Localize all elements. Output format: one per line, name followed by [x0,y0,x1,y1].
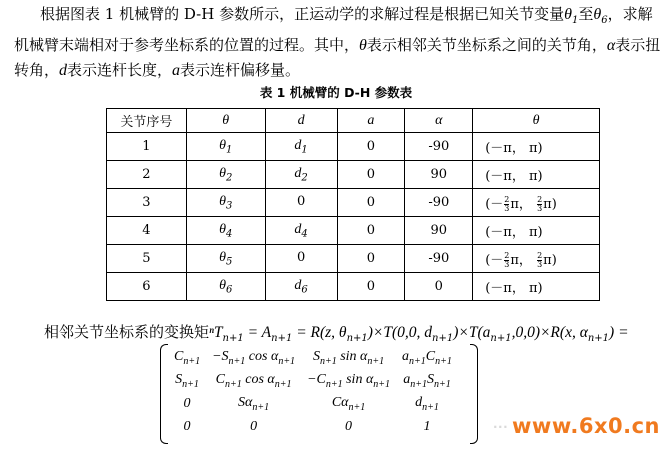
range-middle: π， [510,196,537,212]
table-row [107,217,600,245]
d-cell [265,273,337,301]
table-row [107,161,600,189]
matrix-cell: 0 [345,418,353,434]
formula-lead-text: 相邻关节坐标系的变换矩 [44,323,210,341]
d-cell [265,189,337,217]
matrix-body [168,346,458,438]
theta-sub: 6 [226,284,233,296]
alpha-cell: 90 [405,217,473,245]
range-cell: (－π， π) [473,217,600,245]
theta-sub: 4 [226,228,233,240]
fraction-denominator: 3 [504,203,510,213]
theta-var: θ [219,193,226,209]
transform-formula [44,321,629,344]
range-cell [473,189,600,217]
joint-index: 5 [107,245,187,273]
a-cell: 0 [337,189,405,217]
alpha-symbol: α [606,37,616,54]
alpha-cell: -90 [405,245,473,273]
theta-cell [186,161,265,189]
table-row [107,133,600,161]
alpha-cell: 90 [405,161,473,189]
formula-sub: n+1 [222,333,244,344]
alpha-cell: -90 [405,133,473,161]
formula-sub: n+1 [587,333,610,344]
d-sub: 4 [301,228,308,240]
header-alpha: α [405,109,473,133]
fraction-numerator: 2 [504,250,510,260]
formula-sub: n+1 [271,333,293,344]
d-cell [265,133,337,161]
formula-part: )×T(0,0, d [367,324,433,341]
fraction-numerator: 2 [537,194,543,204]
formula-part: ,0,0)×R(x, α [511,324,588,341]
formula-sub: n+1 [346,333,368,344]
formula-sub: n+1 [490,333,512,344]
intro-text-4: 表示扭转角， [14,36,661,79]
d-sub: 1 [301,144,308,156]
theta-cell [186,189,265,217]
matrix-row [168,415,458,438]
joint-index: 1 [107,133,187,161]
matrix-cell: $S_{n+1}$ $\sin \alpha_{n+1}$ [312,348,385,367]
formula-part: ) = [609,324,629,341]
range-open: (－ [485,252,504,268]
theta-var: θ [219,165,226,181]
range-cell: (－π， π) [473,133,600,161]
theta-cell [186,273,265,301]
a-cell: 0 [337,217,405,245]
formula-part: = R(z, θ [292,324,347,341]
fraction [537,252,542,269]
matrix-cell: $a_{n+1}S_{n+1}$ [403,371,451,390]
matrix-cell: 0 [183,418,191,434]
theta-var: θ [219,137,226,153]
formula-sub: n+1 [432,333,454,344]
range-close: π) [543,196,557,212]
theta-symbol: θ [359,37,367,54]
dh-parameter-table [106,108,600,301]
theta-sub: 2 [226,172,233,184]
joint-index: 4 [107,217,187,245]
table-caption: 表 1 机械臂的 D-H 参数表 [259,85,413,100]
table-row [107,189,600,217]
theta-sub: 3 [226,200,233,212]
joint-index: 3 [107,189,187,217]
watermark-dots-icon: ∙∙∙ [492,420,509,434]
a-cell: 0 [337,273,405,301]
fraction-denominator: 3 [537,203,543,213]
fraction-numerator: 2 [504,194,510,204]
theta-sub: 5 [226,256,233,268]
matrix-cell: $S_{n+1}$ [175,371,199,390]
matrix-row [168,346,458,369]
d-var: d [294,137,302,153]
matrix-cell: 1 [423,418,431,434]
d-cell [265,217,337,245]
header-theta-range: θ [473,109,600,133]
watermark-text: www.6x0.cn [512,414,660,438]
d-var: 0 [296,249,306,265]
header-theta: θ [186,109,265,133]
range-close: π) [543,252,557,268]
matrix-left-bracket [160,344,168,444]
matrix-row [168,392,458,415]
matrix-row [168,369,458,392]
d-sub: 6 [301,284,308,296]
a-cell: 0 [337,161,405,189]
d-sub: 2 [301,172,308,184]
alpha-cell: 0 [405,273,473,301]
intro-paragraph [14,2,666,83]
matrix-cell: $-C_{n+1}$ $\sin \alpha_{n+1}$ [307,371,391,390]
intro-text-2: ，求解机械臂末端相对于参考坐标系的位置的过程。其中， [14,5,653,54]
matrix-cell: $d_{n+1}$ [415,394,439,413]
theta-var: θ [219,249,226,265]
joint-index: 2 [107,161,187,189]
formula-part: )×T(a [453,324,491,341]
formula-part: = A [243,324,272,341]
matrix-cell: $a_{n+1}C_{n+1}$ [402,348,452,367]
range-middle: π， [510,252,537,268]
theta-cell [186,133,265,161]
header-a: a [337,109,405,133]
intro-text-5: 表示连杆长度， [67,61,173,79]
a-symbol: a [172,62,181,79]
d-var: 0 [296,193,306,209]
d-cell [265,245,337,273]
header-d: d [265,109,337,133]
fraction-numerator: 2 [537,250,543,260]
matrix-cell: 0 [183,395,191,411]
joint-index: 6 [107,273,187,301]
formula-t: ⁿT [209,324,223,341]
theta-var: θ [219,221,226,237]
alpha-cell: -90 [405,189,473,217]
intro-text-6: 表示连杆偏移量。 [180,61,301,79]
transform-matrix [160,344,478,444]
theta-symbol-6: θ [593,6,602,23]
range-open: (－ [485,196,504,212]
theta-cell [186,245,265,273]
matrix-right-bracket [470,344,478,444]
matrix-cell: $C\alpha_{n+1}$ [331,394,366,413]
d-var: d [294,277,302,293]
fraction-denominator: 3 [504,259,510,269]
d-var: d [294,165,302,181]
matrix-cell: $C_{n+1}$ $\cos \alpha_{n+1}$ [215,371,292,390]
matrix-cell: $-S_{n+1}$ $\cos \alpha_{n+1}$ [212,348,296,367]
matrix-cell: $C_{n+1}$ [174,348,201,367]
theta-subscript-1: 1 [571,15,579,26]
d-var: d [294,221,302,237]
a-cell: 0 [337,133,405,161]
theta-subscript-6: 6 [601,15,608,26]
theta-cell [186,217,265,245]
range-cell [473,245,600,273]
header-joint-index: 关节序号 [107,109,187,133]
intro-text-1: 根据图表 1 机械臂的 D-H 参数所示，正运动学的求解过程是根据已知关节变量 [40,5,565,23]
fraction [504,252,509,269]
watermark [493,414,660,438]
theta-var: θ [219,277,226,293]
table-header-row [107,109,600,133]
matrix-cell: $S\alpha_{n+1}$ [238,394,270,413]
theta-symbol-1: θ [564,6,572,23]
d-symbol: d [59,62,68,79]
table-row [107,273,600,301]
fraction [537,196,542,213]
a-cell: 0 [337,245,405,273]
range-cell: (－π， π) [473,161,600,189]
intro-text-3: 表示相邻关节坐标系之间的关节角， [366,36,607,54]
matrix-cell: 0 [250,418,258,434]
fraction-denominator: 3 [537,259,543,269]
table-row [107,245,600,273]
theta-sub: 1 [226,144,233,156]
fraction [504,196,509,213]
d-cell [265,161,337,189]
intro-text-to: 至 [578,5,594,23]
range-cell: (－π， π) [473,273,600,301]
